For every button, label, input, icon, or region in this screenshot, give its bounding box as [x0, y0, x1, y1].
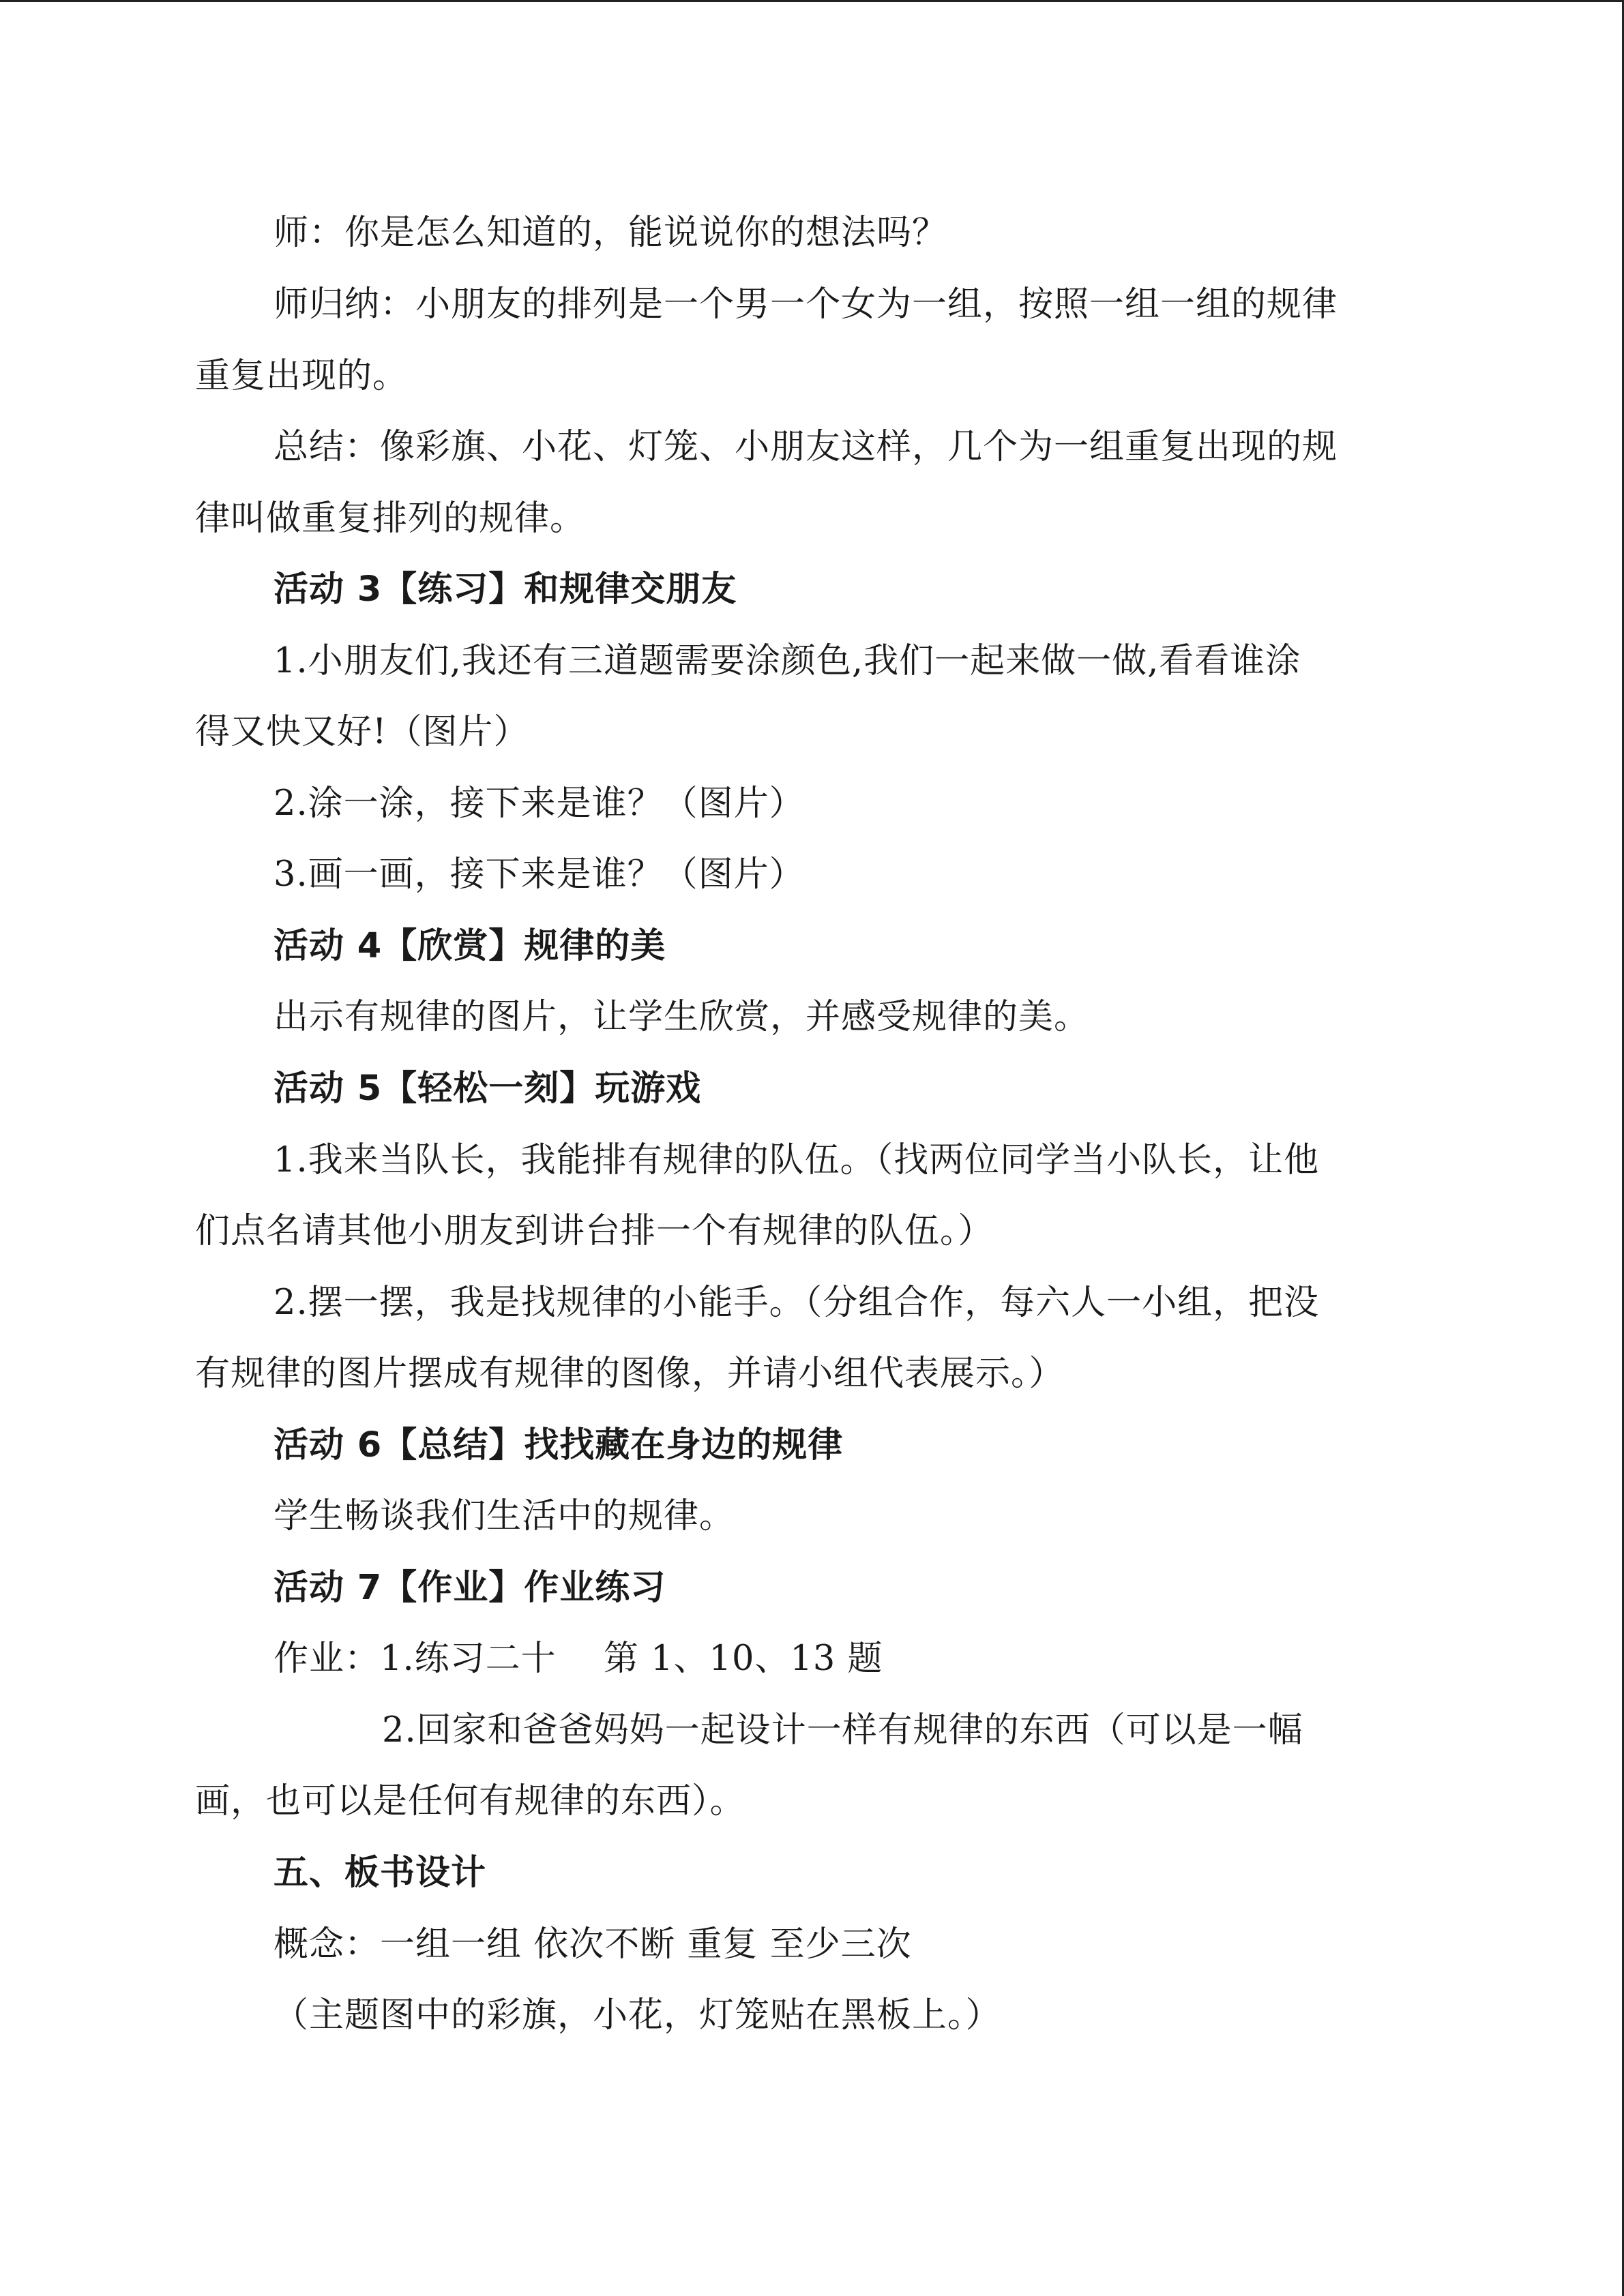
paragraph-line: 师归纳：小朋友的排列是一个男一个女为一组，按照一组一组的规律: [274, 284, 1338, 325]
section-heading: 活动 7【作业】作业练习: [274, 1568, 666, 1608]
paragraph-line: 们点名请其他小朋友到讲台排一个有规律的队伍。）: [195, 1211, 994, 1251]
section-heading: 五、板书设计: [274, 1853, 487, 1893]
paragraph-line: 画，也可以是任何有规律的东西）。: [195, 1781, 745, 1821]
paragraph-line: 概念：一组一组 依次不断 重复 至少三次: [274, 1924, 912, 1965]
section-heading: 活动 4【欣赏】规律的美: [274, 926, 666, 966]
paragraph-line: 2.涂一涂，接下来是谁？（图片）: [274, 784, 805, 824]
paragraph-line: 重复出现的。: [195, 356, 409, 396]
paragraph-line: 学生畅谈我们生活中的规律。: [274, 1496, 735, 1536]
section-heading: 活动 6【总结】找找藏在身边的规律: [274, 1425, 844, 1465]
page-top-border: [0, 0, 1624, 2]
paragraph-line: 师：你是怎么知道的，能说说你的想法吗？: [274, 213, 948, 253]
paragraph-line: 2.回家和爸爸妈妈一起设计一样有规律的东西（可以是一幅: [382, 1710, 1303, 1750]
paragraph-line: 有规律的图片摆成有规律的图像，并请小组代表展示。）: [195, 1354, 1065, 1394]
paragraph-line: 得又快又好!（图片）: [195, 712, 529, 752]
paragraph-line: 作业：1.练习二十 第 1、10、13 题: [274, 1639, 883, 1679]
section-heading: 活动 3【练习】和规律交朋友: [274, 569, 737, 610]
paragraph-line: 1.我来当队长，我能排有规律的队伍。（找两位同学当小队长，让他: [274, 1140, 1320, 1180]
paragraph-line: 总结：像彩旗、小花、灯笼、小朋友这样，几个为一组重复出现的规: [274, 427, 1338, 467]
paragraph-line: 3.画一画，接下来是谁？（图片）: [274, 854, 805, 895]
paragraph-line: 1.小朋友们,我还有三道题需要涂颜色,我们一起来做一做,看看谁涂: [274, 641, 1301, 681]
paragraph-line: 出示有规律的图片，让学生欣赏，并感受规律的美。: [274, 997, 1090, 1037]
paragraph-line: （主题图中的彩旗，小花，灯笼贴在黑板上。）: [274, 1995, 1001, 2036]
paragraph-line: 律叫做重复排列的规律。: [195, 498, 586, 539]
paragraph-line: 2.摆一摆，我是找规律的小能手。（分组合作，每六人一小组，把没: [274, 1283, 1320, 1323]
section-heading: 活动 5【轻松一刻】玩游戏: [274, 1069, 702, 1109]
